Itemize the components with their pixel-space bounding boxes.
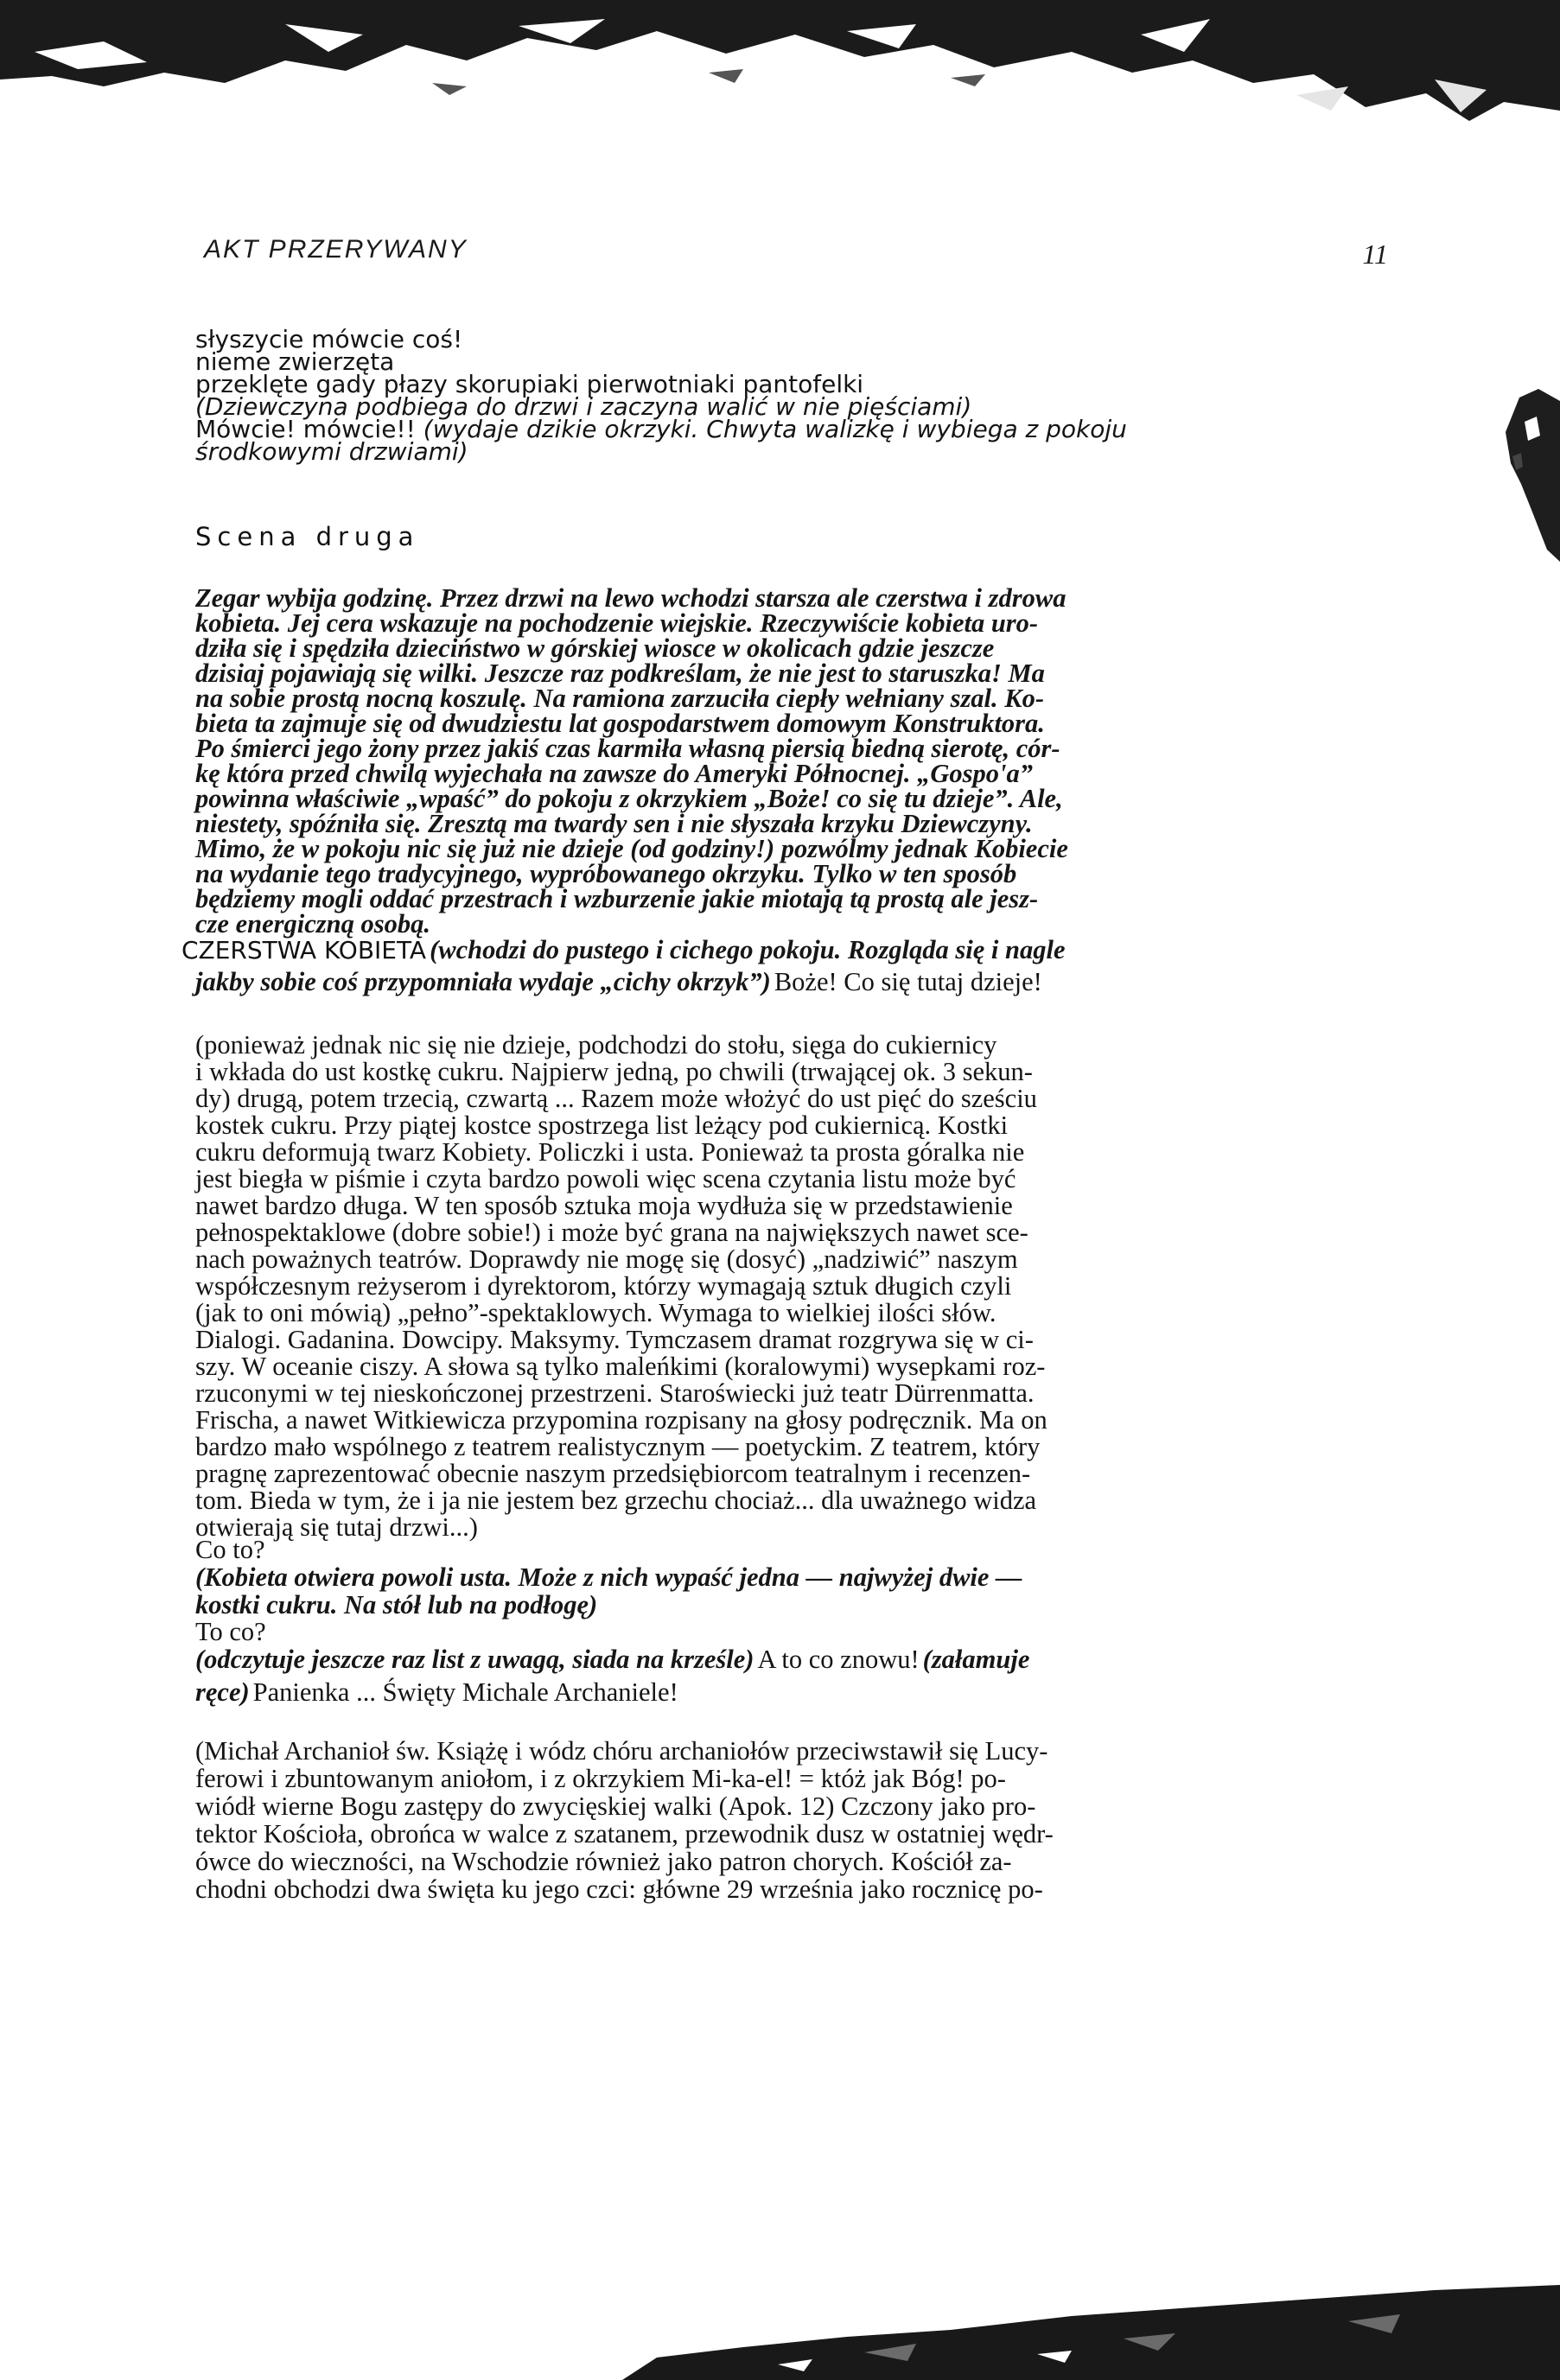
stage-direction-line: środkowymi drzwiami) xyxy=(195,437,468,466)
michael-passage xyxy=(195,1737,1054,1903)
passage-line: wiódł wierne Bogu zastępy do zwycięskiej walki (Apok. 12) Czczony jako pro- xyxy=(195,1791,1036,1821)
passage-line: ferowi i zbuntowanym aniołom, i z okrzykiem Mi-ka-el! = któż jak Bóg! po- xyxy=(195,1764,1006,1793)
line-mowcie xyxy=(195,415,1417,466)
passage-line: nach poważnych teatrów. Doprawdy nie mogę się (dosyć) „nadziwić” naszym xyxy=(195,1244,1018,1274)
description-line: bieta ta zajmuje się od dwudziestu lat gospodarstwem domowym Konstruktora. xyxy=(195,709,1045,738)
passage-line: szy. W oceanie ciszy. A słowa są tylko maleńkimi (koralowymi) wysepkami roz- xyxy=(195,1352,1046,1381)
speaker-name: CZERSTWA KOBIETA xyxy=(181,936,427,964)
description-line: Zegar wybija godzinę. Przez drzwi na lewo wchodzi starsza ale czerstwa i zdrowa xyxy=(195,583,1067,613)
speech-czerstwa-kobieta xyxy=(181,935,1066,997)
scene-heading: Scena druga xyxy=(195,522,420,551)
passage-line: ówce do wieczności, na Wschodzie również jako patron chorych. Kościół za- xyxy=(195,1847,1012,1876)
passage-line: współczesnym reżyserom i dyrektorom, którzy wymagają sztuk długich czyli xyxy=(195,1271,1012,1301)
passage-line: (Michał Archanioł św. Książę i wódz chóru archaniołów przeciwstawił się Lucy- xyxy=(195,1736,1048,1766)
monologue xyxy=(195,325,864,398)
stage-direction-line: kostki cukru. Na stół lub na podłogę) xyxy=(195,1590,598,1620)
spoken-text: Co to? xyxy=(195,1535,265,1564)
page-header xyxy=(204,235,1388,278)
spoken-text: A to co znowu! xyxy=(757,1645,920,1674)
scan-artifact-top xyxy=(0,0,1560,130)
margin-ink-blot xyxy=(1487,380,1560,579)
passage-line: chodni obchodzi dwa święta ku jego czci: główne 29 września jako rocznicę po- xyxy=(195,1874,1043,1904)
scene-description xyxy=(195,583,1068,939)
passage-line: rzuconymi w tej nieskończonej przestrzeni. Staroświecki już teatr Dürrenmatta. xyxy=(195,1378,1035,1408)
passage-line: nawet bardzo długa. W ten sposób sztuka moja wydłuża się w przedstawienie xyxy=(195,1191,1013,1220)
spoken-text: To co? xyxy=(195,1617,266,1646)
passage-line: pragnę zaprezentować obecnie naszym przedsiębiorcom teatralnym i recenzen- xyxy=(195,1459,1031,1488)
scan-artifact-bottom xyxy=(0,2264,1560,2380)
spoken-text: Panienka ... Święty Michale Archaniele! xyxy=(252,1677,678,1707)
passage-line: kostek cukru. Przy piątej kostce spostrzega list leżący pod cukiernicą. Kostki xyxy=(195,1110,1009,1140)
passage-line: bardzo mało wspólnego z teatrem realistycznym — poetyckim. Z teatrem, który xyxy=(195,1432,1041,1461)
monologue-line: słyszycie mówcie coś! xyxy=(195,325,463,353)
page-number: 11 xyxy=(1362,239,1388,270)
monologue-line: przeklęte gady płazy skorupiaki pierwotniaki pantofelki xyxy=(195,370,864,398)
stage-direction-inline: jakby sobie coś przypomniała wydaje „cichy okrzyk”) xyxy=(195,967,771,996)
passage-line: jest biegła w piśmie i czyta bardzo powoli więc scena czytania listu może być xyxy=(195,1164,1016,1193)
passage-line: tom. Bieda w tym, że i ja nie jestem bez grzechu chociaż... dla uważnego widza xyxy=(195,1486,1037,1515)
description-line: Po śmierci jego żony przez jakiś czas karmiła własną piersią biedną sierotę, cór- xyxy=(195,734,1060,763)
description-line: będziemy mogli oddać przestrach i wzburzenie jakie miotają tą prostą ale jesz- xyxy=(195,884,1039,913)
description-line: dziła się i spędziła dzieciństwo w górskiej wiosce w okolicach gdzie jeszcze xyxy=(195,633,995,663)
description-line: cze energiczną osobą. xyxy=(195,909,430,939)
stage-direction-inline: (załamuje xyxy=(922,1645,1030,1674)
description-line: na wydanie tego tradycyjnego, wypróbowanego okrzyku. Tylko w ten sposób xyxy=(195,859,1017,888)
passage-line: cukru deformują twarz Kobiety. Policzki i usta. Ponieważ ta prosta góralka nie xyxy=(195,1137,1025,1167)
passage-line: i wkłada do ust kostkę cukru. Najpierw jedną, po chwili (trwającej ok. 3 sekun- xyxy=(195,1057,1033,1086)
passage-line: (ponieważ jednak nic się nie dzieje, podchodzi do stołu, sięga do cukiernicy xyxy=(195,1030,997,1060)
description-line: dzisiaj pojawiają się wilki. Jeszcze raz podkreślam, że nie jest to staruszka! Ma xyxy=(195,659,1045,688)
passage-line: tektor Kościoła, obrońca w walce z szatanem, przewodnik dusz w ostatniej wędr- xyxy=(195,1819,1054,1849)
spoken-text: Boże! Co się tutaj dzieje! xyxy=(774,967,1042,996)
sugar-passage xyxy=(195,1032,1047,1541)
description-line: powinna właściwie „wpaść” do pokoju z okrzykiem „Boże! co się tu dzieje”. Ale, xyxy=(195,784,1063,813)
passage-line: dy) drugą, potem trzecią, czwartą ... Razem może włożyć do ust pięć do sześciu xyxy=(195,1084,1037,1113)
spoken-text: Mówcie! mówcie!! xyxy=(195,415,416,443)
running-head: AKT PRZERYWANY xyxy=(204,235,468,264)
passage-line: Dialogi. Gadanina. Dowcipy. Maksymy. Tymczasem dramat rozgrywa się w ci- xyxy=(195,1325,1034,1354)
description-line: kobieta. Jej cera wskazuje na pochodzenie wiejskie. Rzeczywiście kobieta uro- xyxy=(195,608,1039,638)
monologue-line: nieme zwierzęta xyxy=(195,347,395,376)
stage-direction-inline: (odczytuje jeszcze raz list z uwagą, siada na krześle) xyxy=(195,1645,755,1674)
speech-continued xyxy=(195,1537,1029,1711)
description-line: kę która przed chwilą wyjechała na zawsze do Ameryki Północnej. „Gospo'a” xyxy=(195,759,1033,788)
stage-direction-line: (Dziewczyna podbiega do drzwi i zaczyna walić w nie pięściami) xyxy=(195,392,972,421)
description-line: niestety, spóźniła się. Zresztą ma twardy sen i nie słyszała krzyku Dziewczyny. xyxy=(195,809,1033,838)
stage-direction-inline: ręce) xyxy=(195,1677,250,1707)
stage-direction-inline: (wydaje dzikie okrzyki. Chwyta walizkę i wybiega z pokoju xyxy=(423,415,1127,443)
description-line: na sobie prostą nocną koszulę. Na ramiona zarzuciła ciepły wełniany szal. Ko- xyxy=(195,684,1045,713)
description-line: Mimo, że w pokoju nic się już nie dzieje (od godziny!) pozwólmy jednak Kobiecie xyxy=(195,834,1068,863)
passage-line: pełnospektaklowe (dobre sobie!) i może być grana na największych nawet sce- xyxy=(195,1218,1028,1247)
stage-direction-line: (Kobieta otwiera powoli usta. Może z nich wypaść jedna — najwyżej dwie — xyxy=(195,1562,1022,1592)
stage-direction-inline: (wchodzi do pustego i cichego pokoju. Rozgląda się i nagle xyxy=(430,935,1066,964)
passage-line: (jak to oni mówią) „pełno”-spektaklowych. Wymaga to wielkiej ilości słów. xyxy=(195,1298,996,1327)
passage-line: Frischa, a nawet Witkiewicza przypomina rozpisany na głosy podręcznik. Ma on xyxy=(195,1405,1047,1435)
passage-line: otwierają się tutaj drzwi...) xyxy=(195,1512,478,1542)
